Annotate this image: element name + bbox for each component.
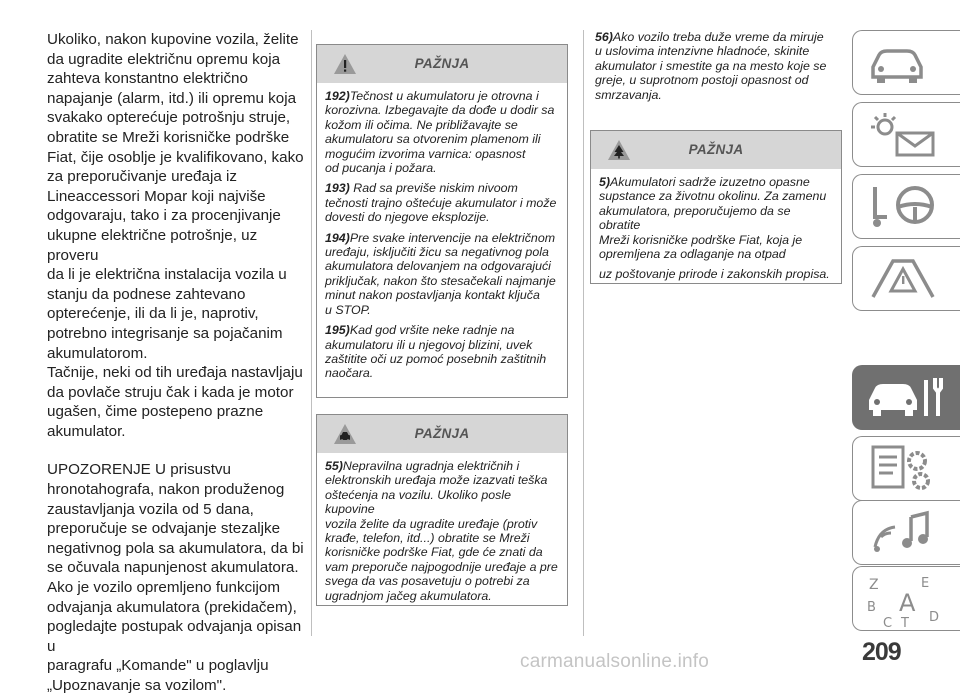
text-line: Ukoliko, nakon kupovine vozila, želite (47, 31, 299, 48)
warning-item (325, 323, 559, 381)
svg-text:D: D (929, 610, 940, 625)
warning-header (591, 131, 841, 169)
text-line: paragrafu „Komande" u poglavlju (47, 657, 269, 675)
text-line: Nepravilna ugradnja električnih i (342, 459, 520, 473)
note-number: 56) (595, 30, 613, 44)
warning-title: PAŽNJA (688, 142, 744, 157)
page-number: 209 (862, 638, 901, 666)
warning-title: PAŽNJA (414, 426, 470, 441)
text-line: minut nakon postavljanja kontakt ključa (325, 288, 540, 303)
text-line: akumulatora, preporučujemo da se obratite (599, 203, 791, 233)
text-line: akumulator. (47, 422, 126, 440)
svg-text:E: E (921, 576, 930, 591)
intro-paragraph (47, 30, 305, 441)
road-warning-icon (865, 253, 945, 305)
text-line: naočara. (325, 366, 374, 381)
text-line: Rad sa previše niskim nivoom (349, 181, 518, 196)
text-line: u uslovima intenzivne hladnoće, skinite (595, 44, 810, 59)
warning-header (317, 45, 567, 83)
svg-text:A: A (899, 589, 916, 617)
text-line: pogledajte postupak odvajanja opisan u (47, 618, 302, 655)
warning-item-number: 5) (599, 175, 611, 189)
text-line: oštećenja na vozilu. Ukoliko posle kupovine (325, 487, 511, 517)
text-line: krađe, telefon, itd...) obratite se Mreži (325, 531, 530, 546)
tab-car-maintenance[interactable] (852, 365, 960, 430)
car-dashboard-icon (865, 37, 945, 89)
warning-item-number: 55) (325, 459, 343, 473)
alphabet-index-icon (865, 573, 945, 629)
car-wrench-icon (865, 372, 949, 424)
text-line: od pucanja i požara. (325, 161, 437, 176)
text-line: Kad god vršite neke radnje na (349, 323, 515, 338)
tab-multimedia[interactable] (852, 500, 960, 565)
text-line: akumulatoru sa otvorenim plamenom ili (325, 132, 541, 147)
tab-seat-steering[interactable] (852, 174, 960, 239)
text-line: odgovaraju, tako i za procenjivanje (47, 207, 281, 225)
text-line: uz poštovanje prirode i zakonskih propisa. (599, 267, 830, 282)
text-line: vam preporuče najpogodnije uređaje a pre (325, 559, 558, 574)
text-line: dovesti do njegove eksplozije. (325, 210, 490, 225)
text-line: da ugradite električnu opremu koja (47, 50, 281, 68)
text-line: zaštitite oči uz pomoć posebnih zaštitnih (325, 351, 547, 366)
text-line: Pre svake intervencije na električnom (349, 230, 556, 245)
tab-road-warning[interactable] (852, 246, 960, 311)
warning-item-number: 194) (325, 230, 350, 245)
text-line: Ako vozilo treba duže vreme da miruje (612, 30, 824, 44)
text-line: svakako opterećuje potrošnju struje, (47, 109, 291, 127)
warning-item-number: 195) (325, 323, 350, 338)
left-column (47, 30, 305, 696)
warning-item (325, 459, 559, 603)
svg-text:B: B (867, 600, 876, 615)
column-divider (311, 30, 312, 636)
text-line: napajanje (alarm, itd.) ili opremu koja (47, 89, 297, 107)
text-line: za preporučivanje uređaja iz (47, 168, 237, 186)
text-line: akumulatoru ili u njegovoj blizini, uvek (325, 337, 533, 352)
text-line: akumulatorom. (47, 344, 148, 362)
text-line: obratite se Mreži korisničke podrške (47, 128, 290, 146)
svg-text:C: C (883, 616, 893, 629)
text-line: Tačnije, neki od tih uređaja nastavljaju (47, 364, 303, 382)
seat-steering-icon (865, 181, 945, 233)
warning-item (325, 181, 559, 224)
text-line: smrzavanja. (595, 87, 662, 102)
text-line: akumulator i smestite ga na mesto koje se (595, 58, 827, 73)
text-line: supstance za životnu okolinu. Za zamenu (599, 189, 827, 204)
text-line: akumulatora delovanjem na odgovarajući (325, 259, 551, 274)
warning-box-battery-fluid (316, 44, 568, 398)
text-line: Fiat, čije osoblje je kvalifikovano, kako (47, 148, 304, 166)
text-line: se očuvala napunjenost akumulatora. (47, 559, 299, 577)
text-line: odvajanja akumulatora (prekidačem), (47, 598, 297, 616)
multimedia-music-icon (865, 507, 945, 559)
text-line: tečnosti trajno oštećuje akumulator i može (325, 195, 557, 210)
text-line: u STOP. (325, 302, 371, 317)
warning-item (325, 89, 559, 175)
warning-header (317, 415, 567, 453)
text-line: opterećenje, ili da li je, naprotiv, (47, 305, 259, 323)
text-line: zaustavljanja vozila od 5 dana, (47, 500, 254, 518)
text-line: Lineaccessori Mopar koji najviše (47, 187, 266, 205)
warning-box-electrical-install (316, 414, 568, 606)
watermark: carmanualsonline.info (520, 651, 710, 672)
svg-text:Z: Z (869, 577, 879, 593)
text-line: stanju da podnese zahtevano (47, 285, 246, 303)
warning-body (317, 83, 567, 397)
text-line: negativnog pola sa akumulatora, da bi (47, 539, 304, 557)
tab-technical-data[interactable] (852, 436, 960, 501)
col3-note (595, 30, 845, 102)
warning-box-environment (590, 130, 842, 284)
text-line: da li je električna instalacija vozila u (47, 266, 287, 284)
text-line: uređaju, isključiti žicu sa negativnog pola (325, 245, 549, 260)
text-line: ukupne električne potrošnje, uz proveru (47, 226, 258, 264)
text-line: potrebno integrisanje sa pojačanim (47, 324, 283, 342)
text-line: korozivna. Izbegavajte da dođe u dodir sa (325, 103, 555, 118)
text-line: da povlače struju čak i kada je motor (47, 383, 294, 401)
warning-item-number: 193) (325, 181, 350, 196)
warning-item (599, 267, 833, 281)
text-line: kožom ili očima. Ne približavajte se (325, 117, 518, 132)
text-line: UPOZORENJE U prisustvu (47, 461, 231, 479)
text-line: priključak, nakon što stesačekali najmanje (325, 273, 556, 288)
document-gears-icon (865, 443, 945, 495)
text-line: „Upoznavanje sa vozilom". (47, 677, 227, 694)
tab-car-dashboard[interactable] (852, 30, 960, 95)
text-line: elektronskih uređaja može izazvati teška (325, 473, 548, 488)
text-line: korisničke podrške Fiat, gde će znati da (325, 545, 543, 560)
text-line: hronotahografa, nakon produženog (47, 481, 285, 499)
column-divider (583, 30, 584, 636)
text-line: greje, u suprotnom postoji opasnost od (595, 73, 809, 88)
svg-text:T: T (901, 616, 909, 629)
text-line: zahteva konstantno električno (47, 70, 248, 88)
text-line: mogućim izvorima varnica: opasnost (325, 146, 526, 161)
warning-lights-mail-icon (865, 109, 945, 161)
text-line: preporučuje se odvajanje stezaljke (47, 520, 281, 538)
warning-item-number: 192) (325, 89, 350, 103)
warning-body (591, 169, 841, 298)
warning-item (599, 175, 833, 261)
text-line: ugašen, čime postepeno prazne (47, 403, 264, 421)
warning-paragraph (47, 460, 305, 695)
text-line: ugradnjom jačeg akumulatora. (325, 588, 492, 603)
text-line: Mreži korisničke podrške Fiat, koja je (599, 232, 803, 247)
text-line: Ako je vozilo opremljeno funkcijom (47, 579, 280, 597)
text-line: Akumulatori sadrže izuzetno opasne (610, 175, 810, 189)
text-line: svega da vas posavetuju o potrebi za (325, 574, 530, 589)
text-line: opremljena za odlaganje na otpad (599, 247, 786, 262)
warning-body (317, 453, 567, 619)
warning-item (325, 231, 559, 317)
tab-warning-lights[interactable] (852, 102, 960, 167)
text-line: Tečnost u akumulatoru je otrovna i (349, 89, 539, 103)
text-line: vozila želite da ugradite uređaje (protiv (325, 516, 538, 531)
tab-alphabetical-index[interactable] (852, 566, 960, 631)
warning-title: PAŽNJA (414, 56, 470, 71)
